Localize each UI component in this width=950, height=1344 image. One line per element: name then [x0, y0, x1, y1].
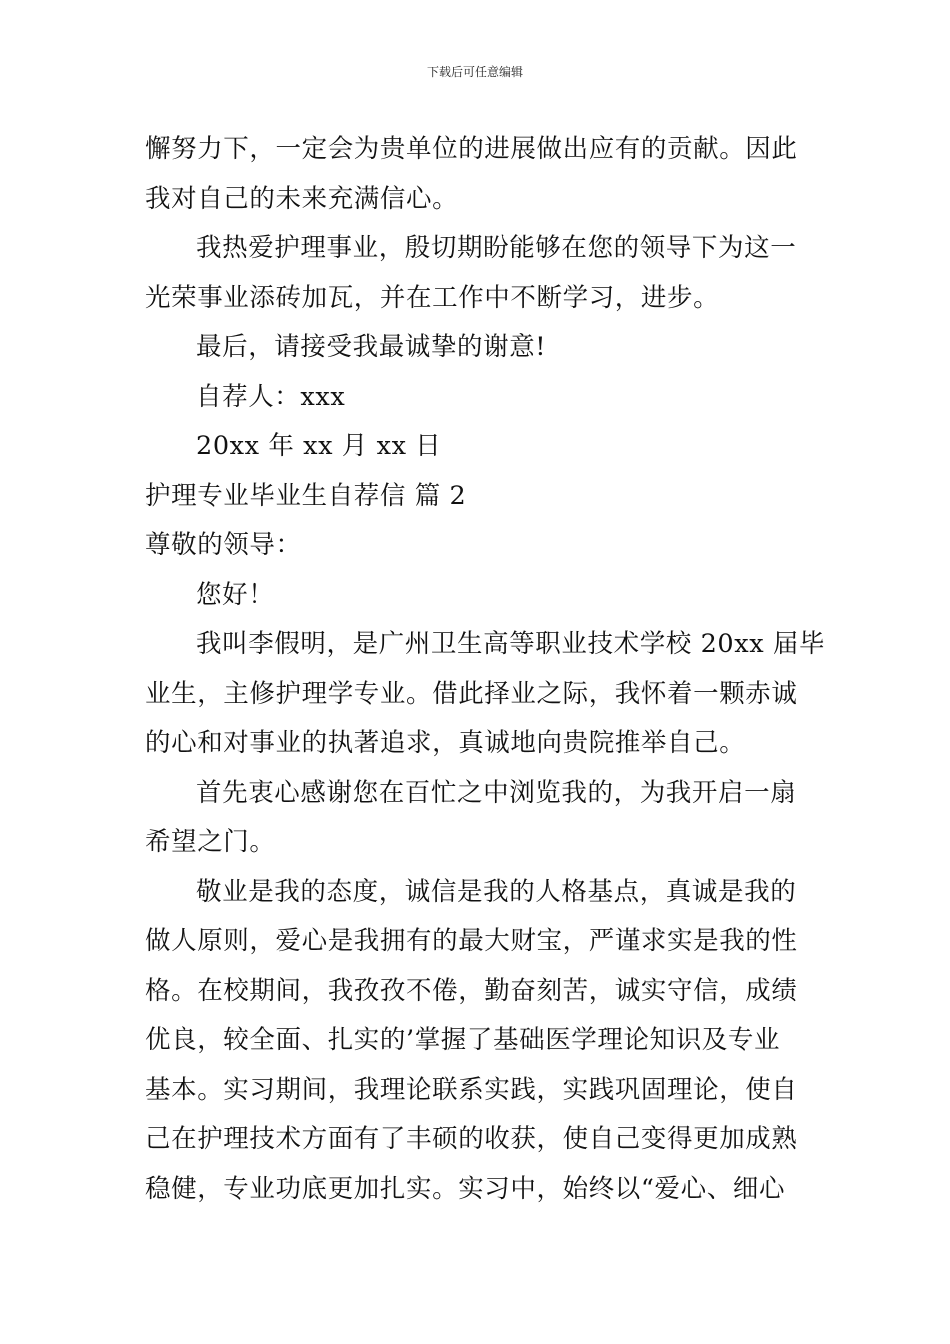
text-line: 稳健，专业功底更加扎实。实习中，始终以“爱心、细心: [145, 1173, 786, 1204]
page-header: 下载后可任意编辑: [426, 65, 523, 79]
text-line: 我对自己的未来充满信心。: [145, 183, 459, 214]
text-line: 做人原则，爱心是我拥有的最大财宝，严谨求实是我的性: [145, 926, 798, 956]
text-line: 优良，较全面、扎实的’掌握了基础医学理论知识及专业: [145, 1025, 781, 1055]
text-line: 首先衷心感谢您在百忙之中浏览我的，为我开启一扇: [196, 777, 797, 808]
text-line: 尊敬的领导：: [145, 530, 302, 560]
text-line: 护理专业毕业生自荐信 篇 2: [145, 480, 467, 511]
text-line: 己在护理技术方面有了丰硕的收获，使自己变得更加成熟: [145, 1124, 798, 1154]
text-line: 我叫李假明，是广州卫生高等职业技术学校 20xx 届毕: [196, 629, 826, 659]
text-line: 您好！: [196, 579, 275, 610]
text-line: 业生，主修护理学专业。借此择业之际，我怀着一颗赤诚: [145, 678, 798, 709]
document-body: [145, 125, 826, 1214]
text-line: 格。在校期间，我孜孜不倦，勤奋刻苦，诚实守信，成绩: [145, 975, 798, 1006]
text-line: 自荐人：xxx: [196, 381, 346, 412]
text-line: 的心和对事业的执著追求，真诚地向贵院推举自己。: [145, 728, 746, 758]
text-line: 基本。实习期间，我理论联系实践，实践巩固理论，使自: [145, 1074, 798, 1105]
text-line: 希望之门。: [145, 827, 276, 857]
text-line: 光荣事业添砖加瓦，并在工作中不断学习，进步。: [145, 282, 720, 313]
text-line: 敬业是我的态度，诚信是我的人格基点，真诚是我的: [196, 876, 797, 907]
text-line: 最后，请接受我最诚挚的谢意!: [196, 332, 547, 362]
text-line: 懈努力下，一定会为贵单位的进展做出应有的贡献。因此: [145, 134, 798, 164]
text-line: 我热爱护理事业，殷切期盼能够在您的领导下为这一: [196, 233, 797, 263]
text-line: 20xx 年 xx 月 xx 日: [196, 431, 442, 461]
